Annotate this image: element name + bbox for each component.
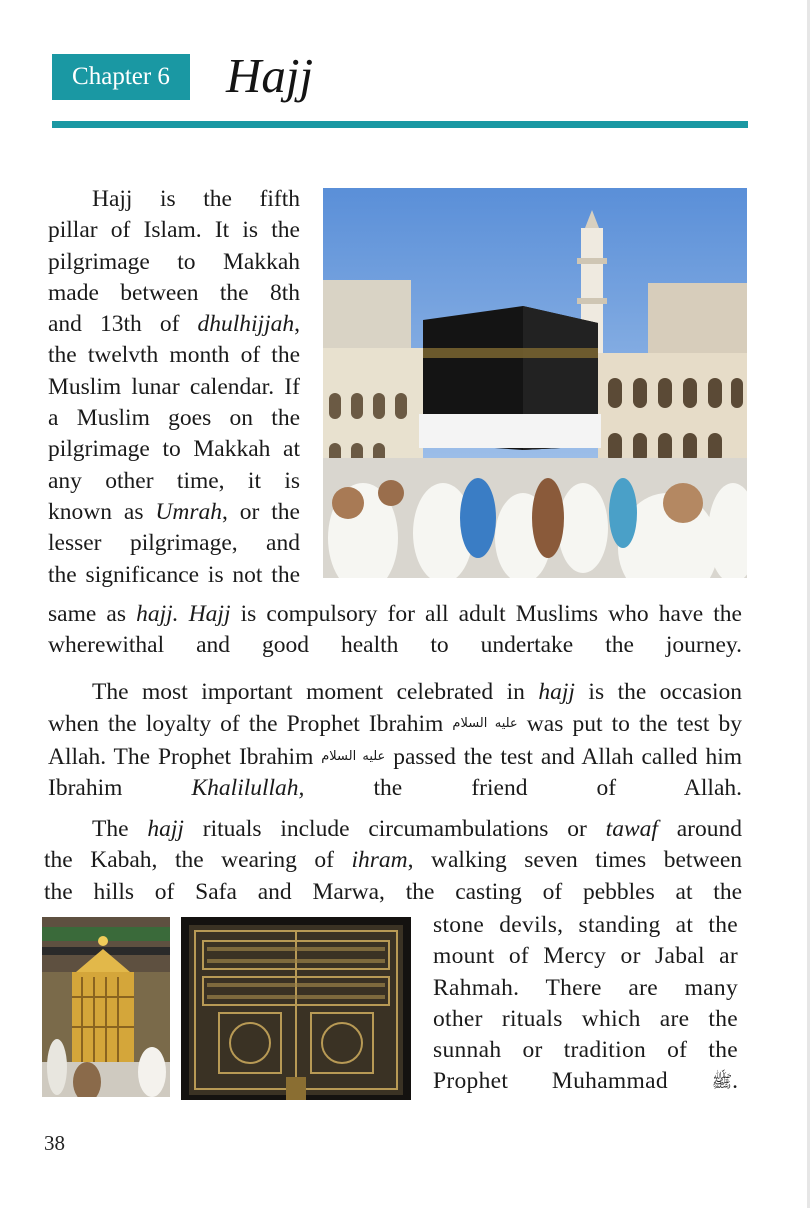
paragraph-intro	[48, 184, 300, 591]
chapter-label	[52, 54, 190, 100]
paragraph-ibrahim	[48, 677, 742, 804]
intro-line-5: and 13th of dhulhijjah,	[48, 311, 300, 338]
rituals-line-1: The hajj rituals include circumambulations or tawaf around	[92, 816, 742, 842]
ibrahim-line-4: Ibrahim Khalilullah, the friend of Allah.	[48, 774, 742, 801]
intro-line-9: pilgrimage to Makkah at	[48, 436, 300, 463]
chapter-title: Hajj	[226, 48, 314, 103]
paragraph-rituals-cont	[433, 910, 738, 1099]
rituals-line-9: Prophet Muhammad ﷺ.	[433, 1068, 738, 1095]
page-number: 38	[44, 1131, 65, 1155]
intro-line-10: any other time, it is	[48, 467, 300, 494]
kaaba-photo	[323, 188, 747, 578]
maqam-ibrahim-photo	[42, 917, 170, 1097]
kaaba-door-photo	[181, 917, 411, 1100]
intro-line-6: the twelvth month of the	[48, 342, 300, 369]
intro-line-1: Hajj is the fifth	[92, 186, 300, 212]
rituals-line-5: mount of Mercy or Jabal ar	[433, 943, 738, 970]
ibrahim-line-3: Allah. The Prophet Ibrahim عليه السلام passed the test and Allah called him	[48, 743, 742, 770]
intro-line-15: wherewithal and good health to undertake the journey.	[48, 632, 742, 659]
chapter-label-text: Chapter 6	[72, 63, 170, 90]
intro-line-7: Muslim lunar calendar. If	[48, 373, 300, 400]
honorific-salla-allah: ﷺ	[711, 1072, 733, 1093]
honorific-alayhis-salam: عليه السلام	[321, 748, 386, 764]
honorific-alayhis-salam: عليه السلام	[452, 716, 518, 732]
rituals-line-2: the Kabah, the wearing of ihram, walking seven times between	[44, 847, 743, 874]
ibrahim-line-2: when the loyalty of the Prophet Ibrahim عليه السلام was put to the test by	[48, 711, 743, 738]
paragraph-intro-cont	[48, 599, 742, 662]
rituals-line-7: other rituals which are the	[433, 1005, 738, 1032]
rituals-line-6: Rahmah. There are many	[433, 974, 738, 1001]
rituals-line-3: the hills of Safa and Marwa, the casting of pebbles at the	[44, 878, 742, 905]
paragraph-rituals	[44, 814, 742, 908]
ibrahim-line-1: The most important moment celebrated in hajj is the occasion	[92, 679, 742, 705]
intro-line-3: pilgrimage to Makkah	[48, 248, 300, 275]
intro-line-12: lesser pilgrimage, and	[48, 530, 300, 557]
intro-line-2: pillar of Islam. It is the	[48, 217, 300, 244]
header-rule	[52, 121, 748, 128]
intro-line-14: same as hajj. Hajj is compulsory for all adult Muslims who have the	[48, 601, 742, 627]
rituals-line-8: sunnah or tradition of the	[433, 1037, 738, 1064]
rituals-line-4: stone devils, standing at the	[433, 912, 738, 938]
intro-line-11: known as Umrah, or the	[48, 498, 300, 525]
intro-line-4: made between the 8th	[48, 279, 300, 306]
intro-line-13: the significance is not the	[48, 561, 300, 588]
intro-line-8: a Muslim goes on the	[48, 405, 300, 432]
